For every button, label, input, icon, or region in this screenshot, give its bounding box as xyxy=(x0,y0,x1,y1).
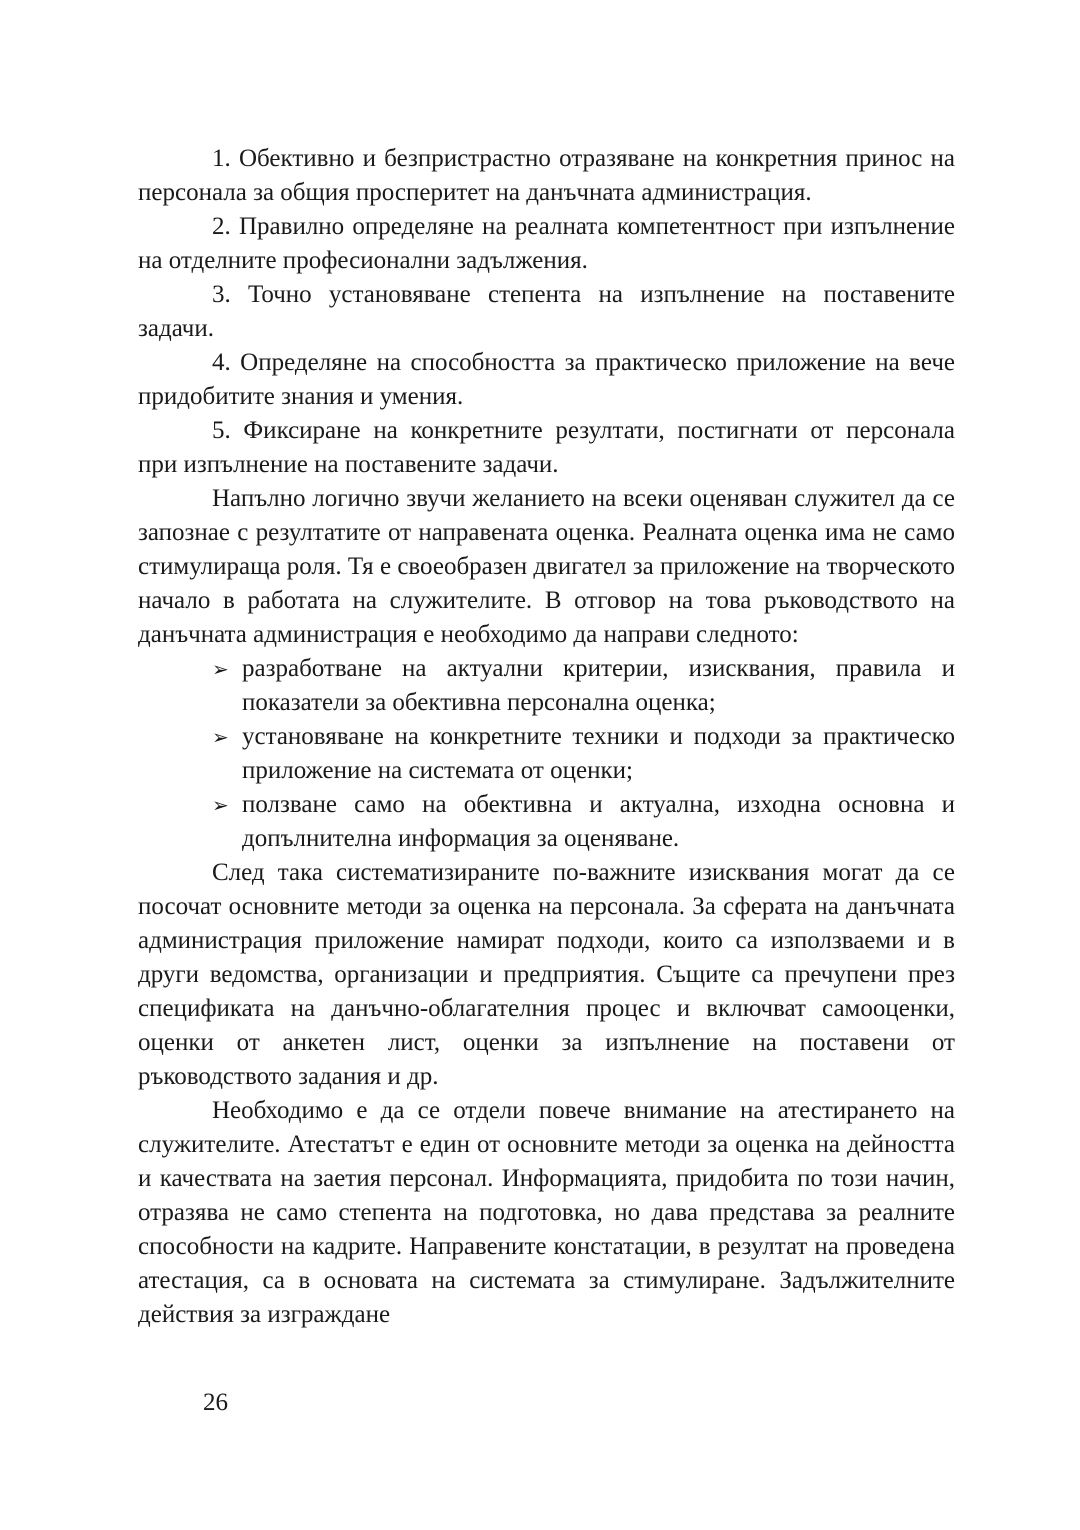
list-item-5: 5. Фиксиране на конкретните резултати, постигнати от персонала при изпълнение на поставените задачи. xyxy=(138,417,955,478)
bullet-item xyxy=(138,788,955,856)
bullet-item xyxy=(138,652,955,720)
paragraph-intro: Напълно логично звучи желанието на всеки оценяван служител да се запознае с резултатите от направената оценка. Реалната оценка има не само стимулираща роля. Тя е своеобразен двигател за приложение на творческото начало в работата на служителите. В отговор на това ръководството на данъчната администрация е необходимо да направи следното: xyxy=(138,485,955,648)
arrowhead-bullet-icon: ➢ xyxy=(212,725,229,749)
bullet-list xyxy=(138,652,955,856)
list-item-1: 1. Обективно и безпристрастно отразяване на конкретния принос на персонала за общия просперитет на данъчната администрация. xyxy=(138,145,955,206)
page-body xyxy=(138,142,955,1332)
bullet-text: ползване само на обективна и актуална, изходна основна и допълнителна информация за оценяване. xyxy=(242,791,955,852)
arrowhead-bullet-icon: ➢ xyxy=(212,793,229,817)
list-item-3: 3. Точно установяване степента на изпълнение на поставените задачи. xyxy=(138,281,955,342)
bullet-text: установяване на конкретните техники и подходи за практическо приложение на системата от оценки; xyxy=(242,723,955,784)
bullet-item xyxy=(138,720,955,788)
page-number: 26 xyxy=(203,1389,228,1416)
arrowhead-bullet-icon: ➢ xyxy=(212,657,229,681)
bullet-text: разработване на актуални критерии, изисквания, правила и показатели за обективна персонална оценка; xyxy=(242,655,955,716)
list-item-4: 4. Определяне на способността за практическо приложение на вече придобитите знания и умения. xyxy=(138,349,955,410)
paragraph-methods: След така систематизираните по-важните изисквания могат да се посочат основните методи за оценка на персонала. За сферата на данъчната администрация приложение намират подходи, които са използваеми и в други ведомства, организации и предприятия. Същите са пречупени през спецификата на данъчно-облагателния процес и включват самооценки, оценки от анкетен лист, оценки за изпълнение на поставени от ръководството задания и др. xyxy=(138,859,955,1090)
paragraph-attestation: Необходимо е да се отдели повече внимание на атестирането на служителите. Атестатът е един от основните методи за оценка на дейността и качествата на заетия персонал. Информацията, придобита по този начин, отразява не само степента на подготовка, но дава представа за реалните способности на кадрите. Направените констатации, в резултат на проведена атестация, са в основата на системата за стимулиране. Задължителните действия за изграждане xyxy=(138,1097,955,1328)
list-item-2: 2. Правилно определяне на реалната компетентност при изпълнение на отделните професионални задължения. xyxy=(138,213,955,274)
